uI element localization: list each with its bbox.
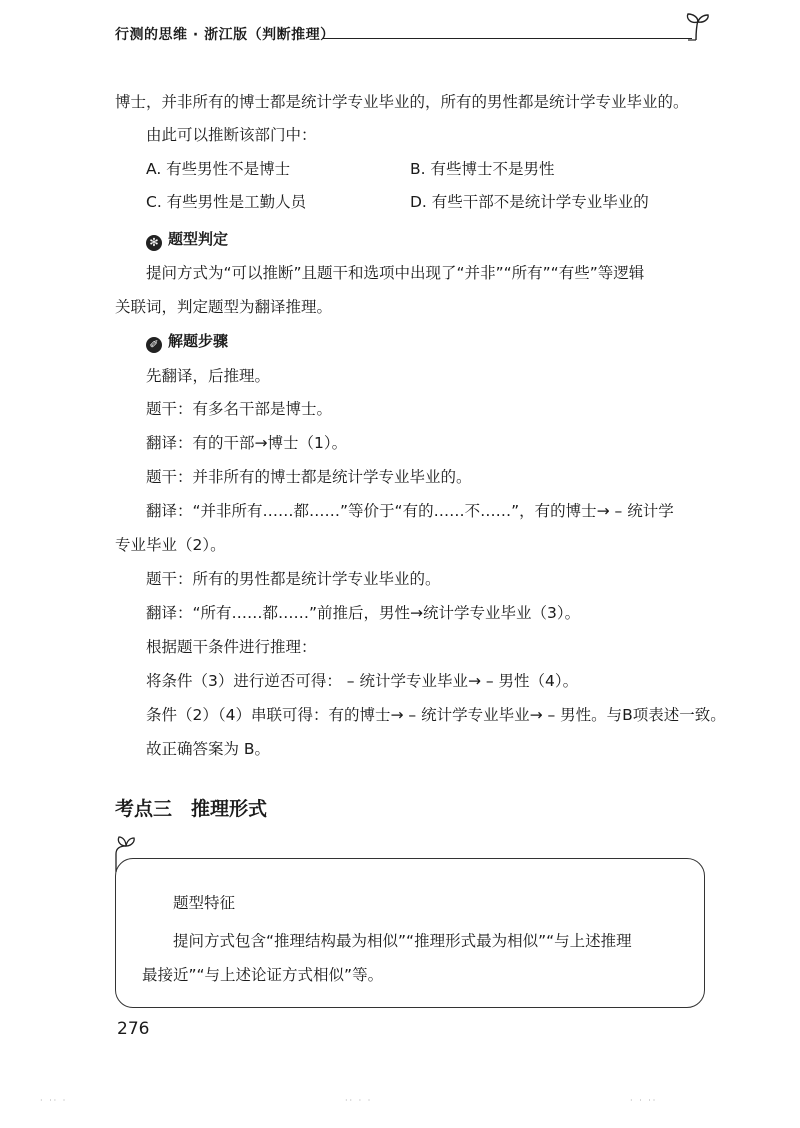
step-line: 翻译：“并非所有……都……”等价于“有的……不……”，有的博士→ – 统计学 (146, 502, 674, 520)
page-number: 276 (117, 1019, 150, 1039)
option-a: A. 有些男性不是博士 (146, 160, 291, 178)
wrench-icon: ✐ (146, 337, 162, 353)
step-line: 条件（2）（4）串联可得：有的博士→ – 统计学专业毕业→ – 男性。与B项表述一致。 (146, 706, 726, 724)
header-rule (322, 38, 692, 39)
section-steps-title: 解题步骤 (168, 332, 229, 350)
step-line: 将条件（3）进行逆否可得： – 统计学专业毕业→ – 男性（4）。 (146, 672, 579, 690)
option-d: D. 有些干部不是统计学专业毕业的 (410, 193, 649, 211)
running-header-title: 行测的思维 · 浙江版（判断推理） (115, 27, 335, 43)
feature-box-title: 题型特征 (173, 894, 236, 912)
step-line: 翻译：有的干部→博士（1）。 (146, 434, 348, 452)
section-type-title: 题型判定 (168, 230, 229, 248)
step-line: 根据题干条件进行推理： (146, 638, 317, 656)
type-text-line-1: 提问方式为“可以推断”且题干和选项中出现了“并非”“所有”“有些”等逻辑 (146, 264, 645, 282)
option-c: C. 有些男性是工勤人员 (146, 193, 307, 211)
type-text-line-2: 关联词，判定题型为翻译推理。 (115, 298, 333, 316)
feature-box-text-line-2: 最接近”“与上述论证方式相似”等。 (142, 966, 384, 984)
step-line: 题干：并非所有的博士都是统计学专业毕业的。 (146, 468, 472, 486)
step-line: 故正确答案为 B。 (146, 740, 271, 758)
scan-artifact: ·· · · (345, 1096, 373, 1105)
question-prompt: 由此可以推断该部门中： (146, 126, 317, 144)
step-line: 先翻译，后推理。 (146, 367, 271, 385)
scan-artifact: · · ·· (630, 1096, 658, 1105)
topic-heading: 考点三 推理形式 (115, 798, 268, 820)
step-line: 专业毕业（2）。 (115, 536, 226, 554)
step-line: 题干：所有的男性都是统计学专业毕业的。 (146, 570, 441, 588)
step-line: 题干：有多名干部是博士。 (146, 400, 333, 418)
question-continuation: 博士，并非所有的博士都是统计学专业毕业的，所有的男性都是统计学专业毕业的。 (115, 93, 689, 111)
feature-box-text-line-1: 提问方式包含“推理结构最为相似”“推理形式最为相似”“与上述推理 (173, 932, 632, 950)
option-b: B. 有些博士不是男性 (410, 160, 555, 178)
sprout-icon (684, 12, 712, 42)
step-line: 翻译：“所有……都……”前推后，男性→统计学专业毕业（3）。 (146, 604, 581, 622)
gear-icon: ✻ (146, 235, 162, 251)
section-steps-heading (146, 330, 228, 353)
scan-artifact: · ·· · (40, 1096, 68, 1105)
section-type-heading (146, 228, 228, 251)
